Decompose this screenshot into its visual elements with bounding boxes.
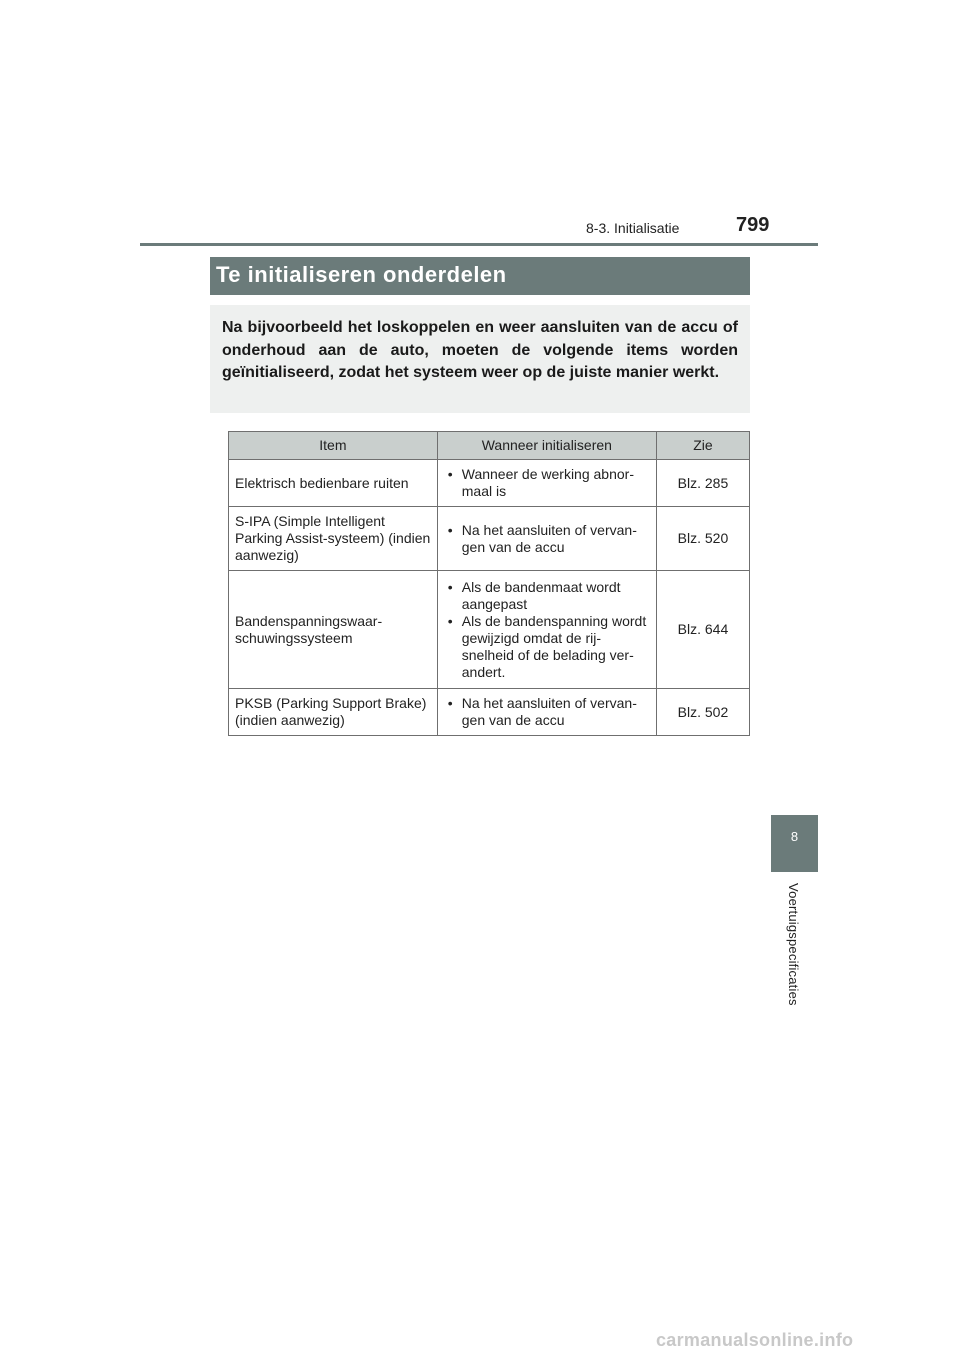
list-item: • Na het aansluiten of vervan-gen van de accu [444,695,650,729]
table-row [229,507,750,571]
cell-ref: Blz. 285 [656,460,749,507]
cell-ref: Blz. 644 [656,571,749,689]
watermark: carmanualsonline.info [656,1330,854,1350]
cell-when [437,460,656,507]
cell-when [437,571,656,689]
cell-item: Elektrisch bedienbare ruiten [229,460,438,507]
page-number: 799 [736,214,770,236]
intro-box [210,305,750,413]
intro-text: Na bijvoorbeeld het loskoppelen en weer aansluiten van de accu of onderhoud aan de auto, moeten de volgende items worden geïnitialiseerd, zodat het systeem weer op de juiste manier werkt. [222,319,738,381]
list-item: • Na het aansluiten of vervan-gen van de accu [444,522,650,556]
cell-ref: Blz. 502 [656,689,749,736]
header-divider [140,243,818,246]
cell-item: Bandenspanningswaar-schuwingssysteem [229,571,438,689]
table-row [229,571,750,689]
page-heading: Te initialiseren onderdelen [210,257,750,295]
column-header-when: Wanneer initialiseren [437,432,656,460]
initialization-table [228,431,750,736]
cell-when [437,507,656,571]
cell-item: PKSB (Parking Support Brake) (indien aanwezig) [229,689,438,736]
table-header-row [229,432,750,460]
list-item: • Wanneer de werking abnor-maal is [444,466,650,500]
chapter-label: Voertuigspecificaties [786,883,801,1006]
table-row [229,689,750,736]
cell-ref: Blz. 520 [656,507,749,571]
list-item: • Als de bandenmaat wordt aangepast [444,579,650,613]
section-title: 8-3. Initialisatie [586,220,680,236]
chapter-tab: 8 [771,815,818,872]
cell-when [437,689,656,736]
list-item: • Als de bandenspanning wordt gewijzigd omdat de rij-snelheid of de belading ver-andert. [444,613,650,681]
cell-item: S-IPA (Simple Intelligent Parking Assist-systeem) (indien aanwezig) [229,507,438,571]
column-header-item: Item [229,432,438,460]
table-row [229,460,750,507]
column-header-ref: Zie [656,432,749,460]
